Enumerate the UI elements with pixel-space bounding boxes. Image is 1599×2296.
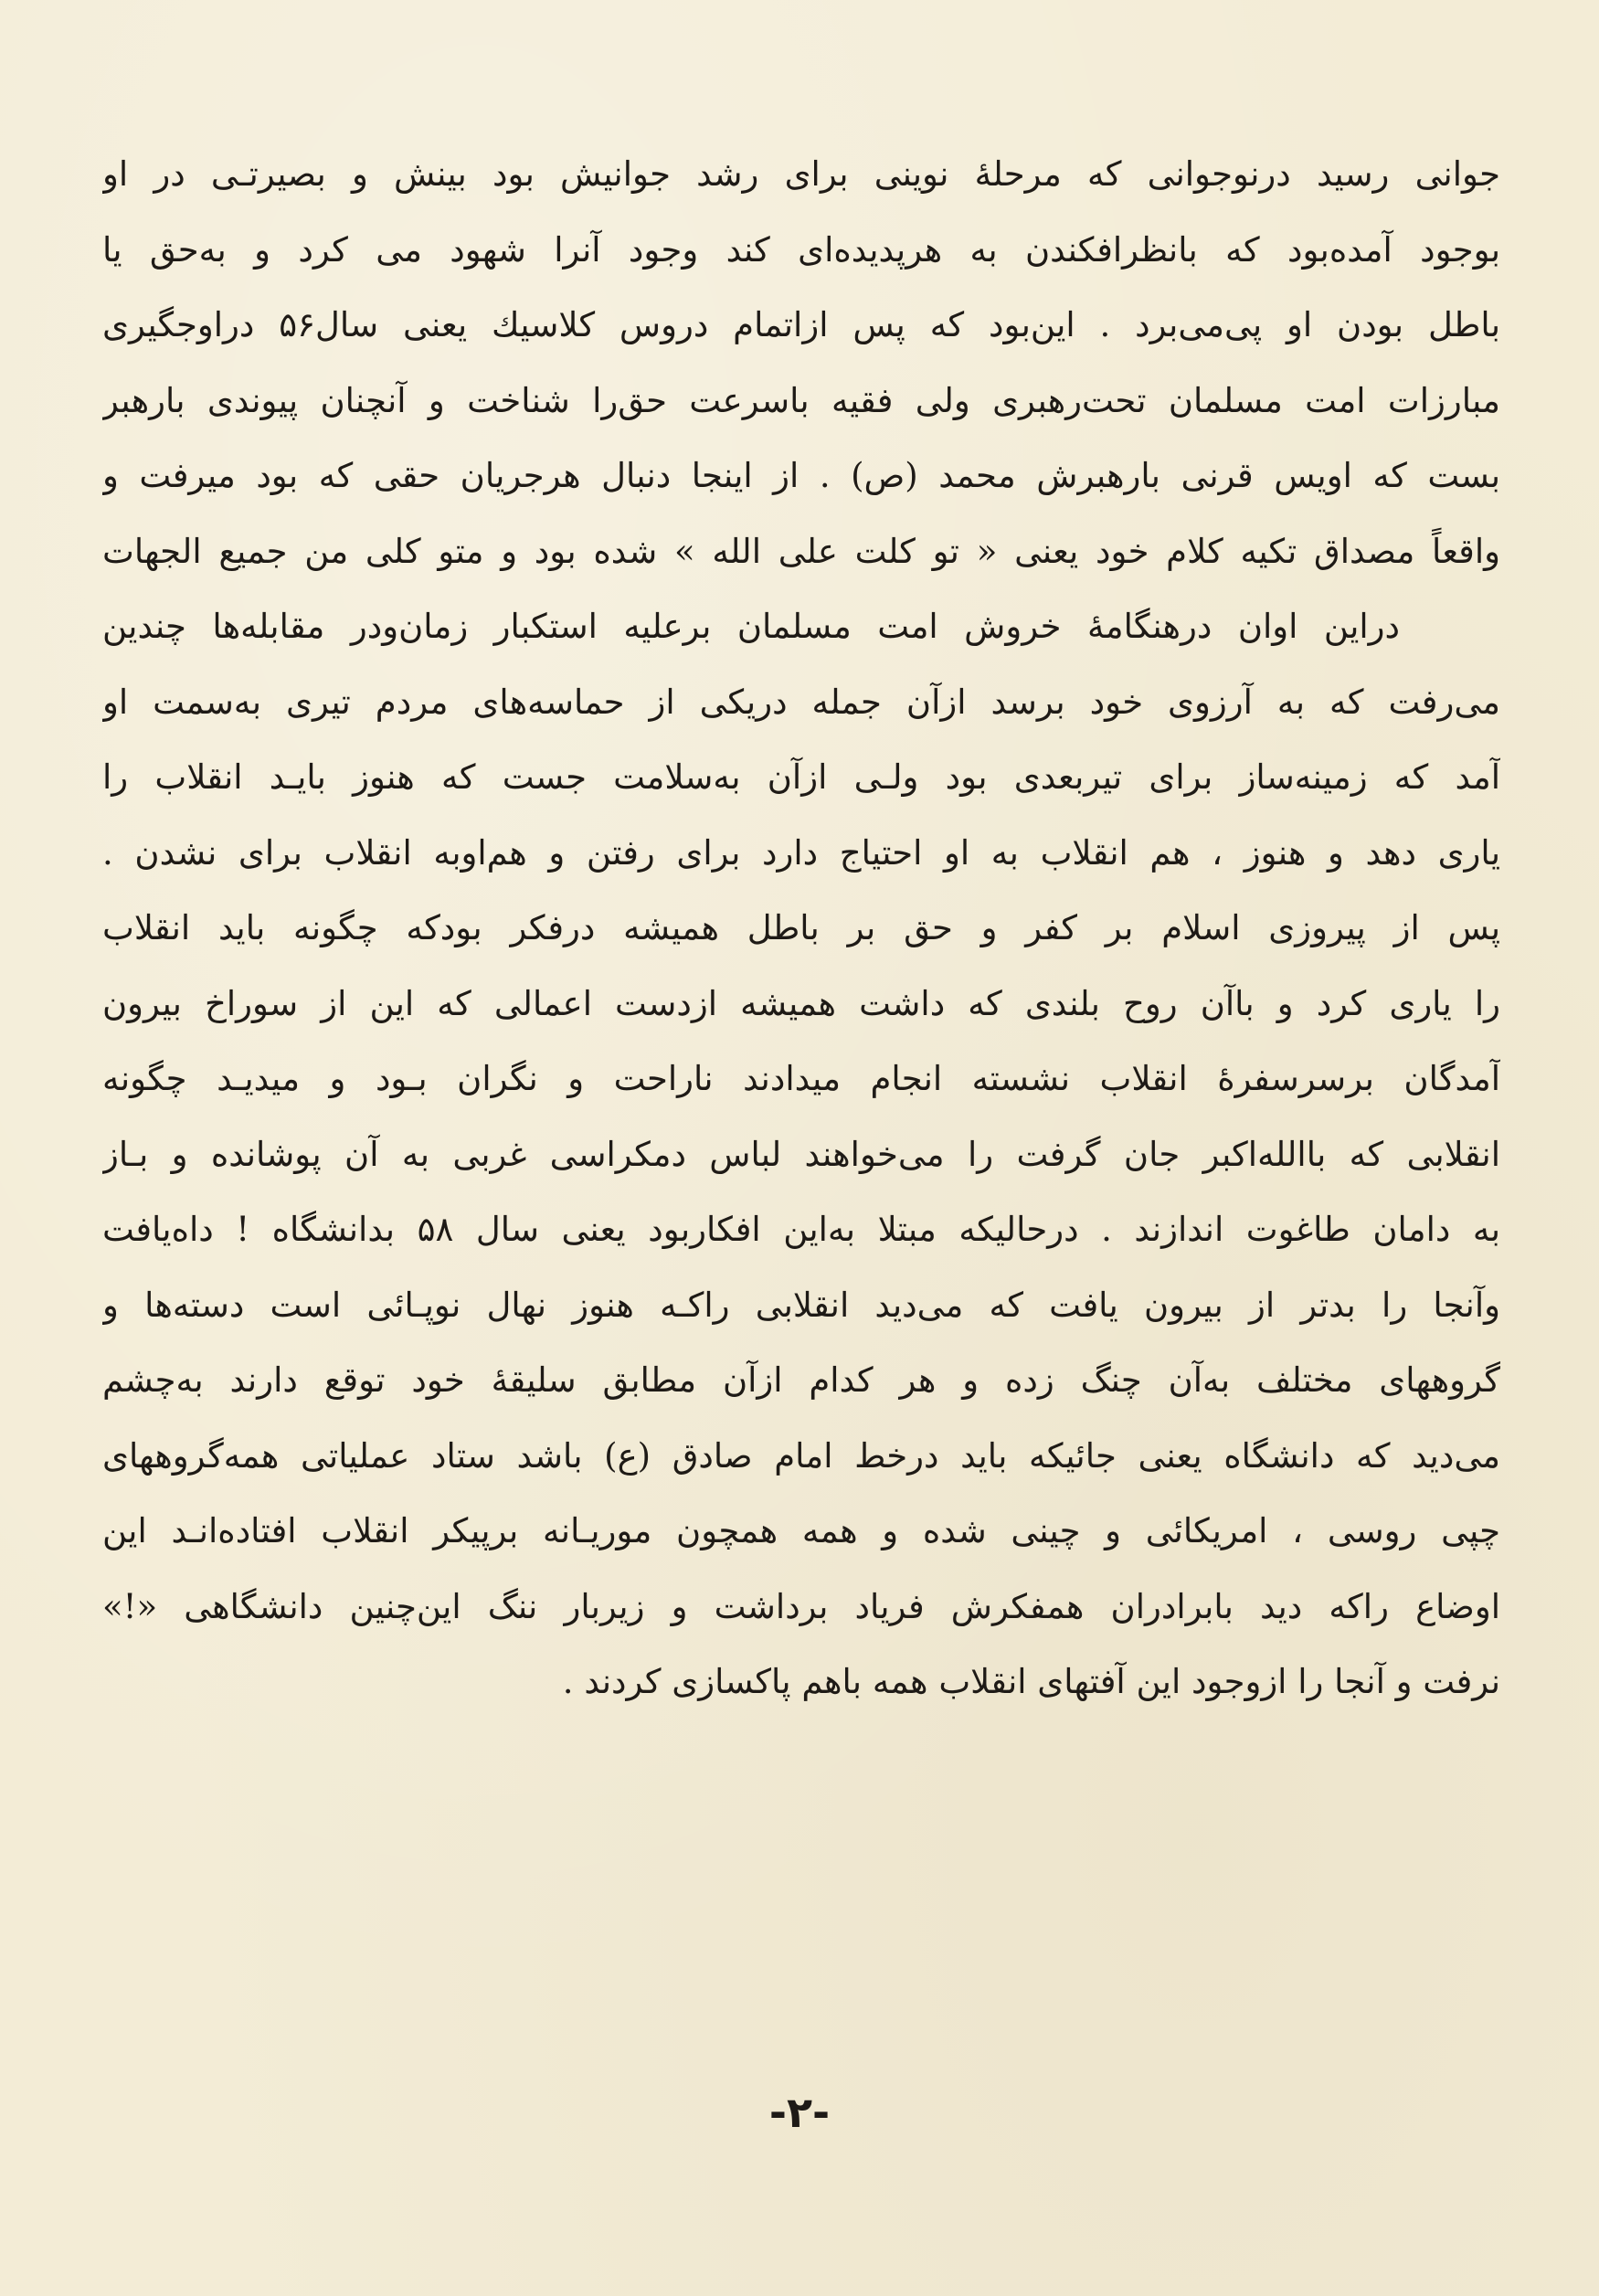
text-line-20: اوضاع راکه دید بابرادران همفکرش فریاد برداشت و زیربار ننگ این‌چنین دانشگاهی «!» bbox=[102, 1586, 1500, 1626]
text-line-8: می‌رفت که به آرزوی خود برسد ازآن جمله دریکی از حماسه‌های مردم تیری به‌سمت او bbox=[102, 682, 1500, 722]
text-line-7: دراین اوان درهنگامهٔ خروش امت مسلمان برعلیه استکبار زمان‌ودر مقابله‌ها چندین bbox=[102, 607, 1400, 646]
page-number: -۲- bbox=[768, 2088, 831, 2137]
text-line-5: بست که اویس قرنی بارهبرش محمد (ص) . از اینجا دنبال هرجریان حقی که بود میرفت و bbox=[102, 456, 1500, 495]
text-line-19: چپی روسی ، امریکائی و چینی شده و همه همچون موریـانه برپیکر انقلاب افتاده‌انـد این bbox=[102, 1511, 1500, 1550]
text-line-6: واقعاً مصداق تکیه کلام خود یعنی « تو کلت علی الله » شده بود و متو کلی من جمیع الجهات bbox=[102, 531, 1500, 571]
text-line-21: نرفت و آنجا را ازوجود این آفتهای انقلاب همه باهم پاکسازی کردند . bbox=[562, 1662, 1500, 1701]
text-line-10: یاری دهد و هنوز ، هم انقلاب به او احتیاج دارد برای رفتن و هم‌اوبه انقلاب برای نشدن . bbox=[102, 832, 1500, 873]
body-text bbox=[102, 137, 1500, 1720]
text-line-16: وآنجا را بدتر از بیرون یافت که می‌دید انقلابی راکـه هنوز نهال نوپـائی است دسته‌ها و bbox=[102, 1285, 1500, 1325]
text-line-12: را یاری کرد و باآن روح بلندی که داشت همیشه ازدست اعمالی که این از سوراخ بیرون bbox=[102, 983, 1500, 1023]
text-line-2: بوجود آمده‌بود که بانظرافکندن به هرپدیده‌ای کند وجود آنرا شهود می کرد و به‌حق یا bbox=[102, 229, 1500, 270]
text-line-1: جوانی رسید درنوجوانی که مرحلهٔ نوینی برای رشد جوانیش بود بینش و بصیرتـی در او bbox=[102, 154, 1500, 194]
text-line-17: گروههای مختلف به‌آن چنگ زده و هر کدام ازآن مطابق سلیقهٔ خود توقع دارند به‌چشم bbox=[102, 1360, 1500, 1400]
text-line-15: به دامان طاغوت اندازند . درحالیکه مبتلا به‌این افکاربود یعنی سال ۵۸ بدانشگاه ! داه‌یافت bbox=[102, 1210, 1500, 1249]
text-line-11: پس از پیروزی اسلام بر کفر و حق بر باطل همیشه درفکر بودکه چگونه باید انقلاب bbox=[102, 908, 1500, 947]
text-line-13: آمدگان برسرسفرهٔ انقلاب نشسته انجام میدادند ناراحت و نگران بـود و میدیـد چگونه bbox=[102, 1059, 1500, 1098]
text-line-18: می‌دید که دانشگاه یعنی جائیکه باید درخط امام صادق (ع) باشد ستاد عملیاتی همه‌گروههای bbox=[102, 1435, 1500, 1476]
text-line-9: آمد که زمینه‌ساز برای تیربعدی بود ولـی ازآن به‌سلامت جست که هنوز بایـد انقلاب را bbox=[102, 757, 1500, 797]
text-line-14: انقلابی که باالله‌اکبر جان گرفت را می‌خواهند لباس دمکراسی غربی به آن پوشانده و بـاز bbox=[102, 1134, 1500, 1174]
text-line-4: مبارزات امت مسلمان تحت‌رهبری ولی فقیه باسرعت حق‌را شناخت و آنچنان پیوندی بارهبر bbox=[102, 380, 1500, 420]
text-line-3: باطل بودن او پی‌می‌برد . این‌بود که پس ازاتمام دروس کلاسیك یعنی سال‌۵۶ دراوجگیری bbox=[102, 305, 1500, 344]
